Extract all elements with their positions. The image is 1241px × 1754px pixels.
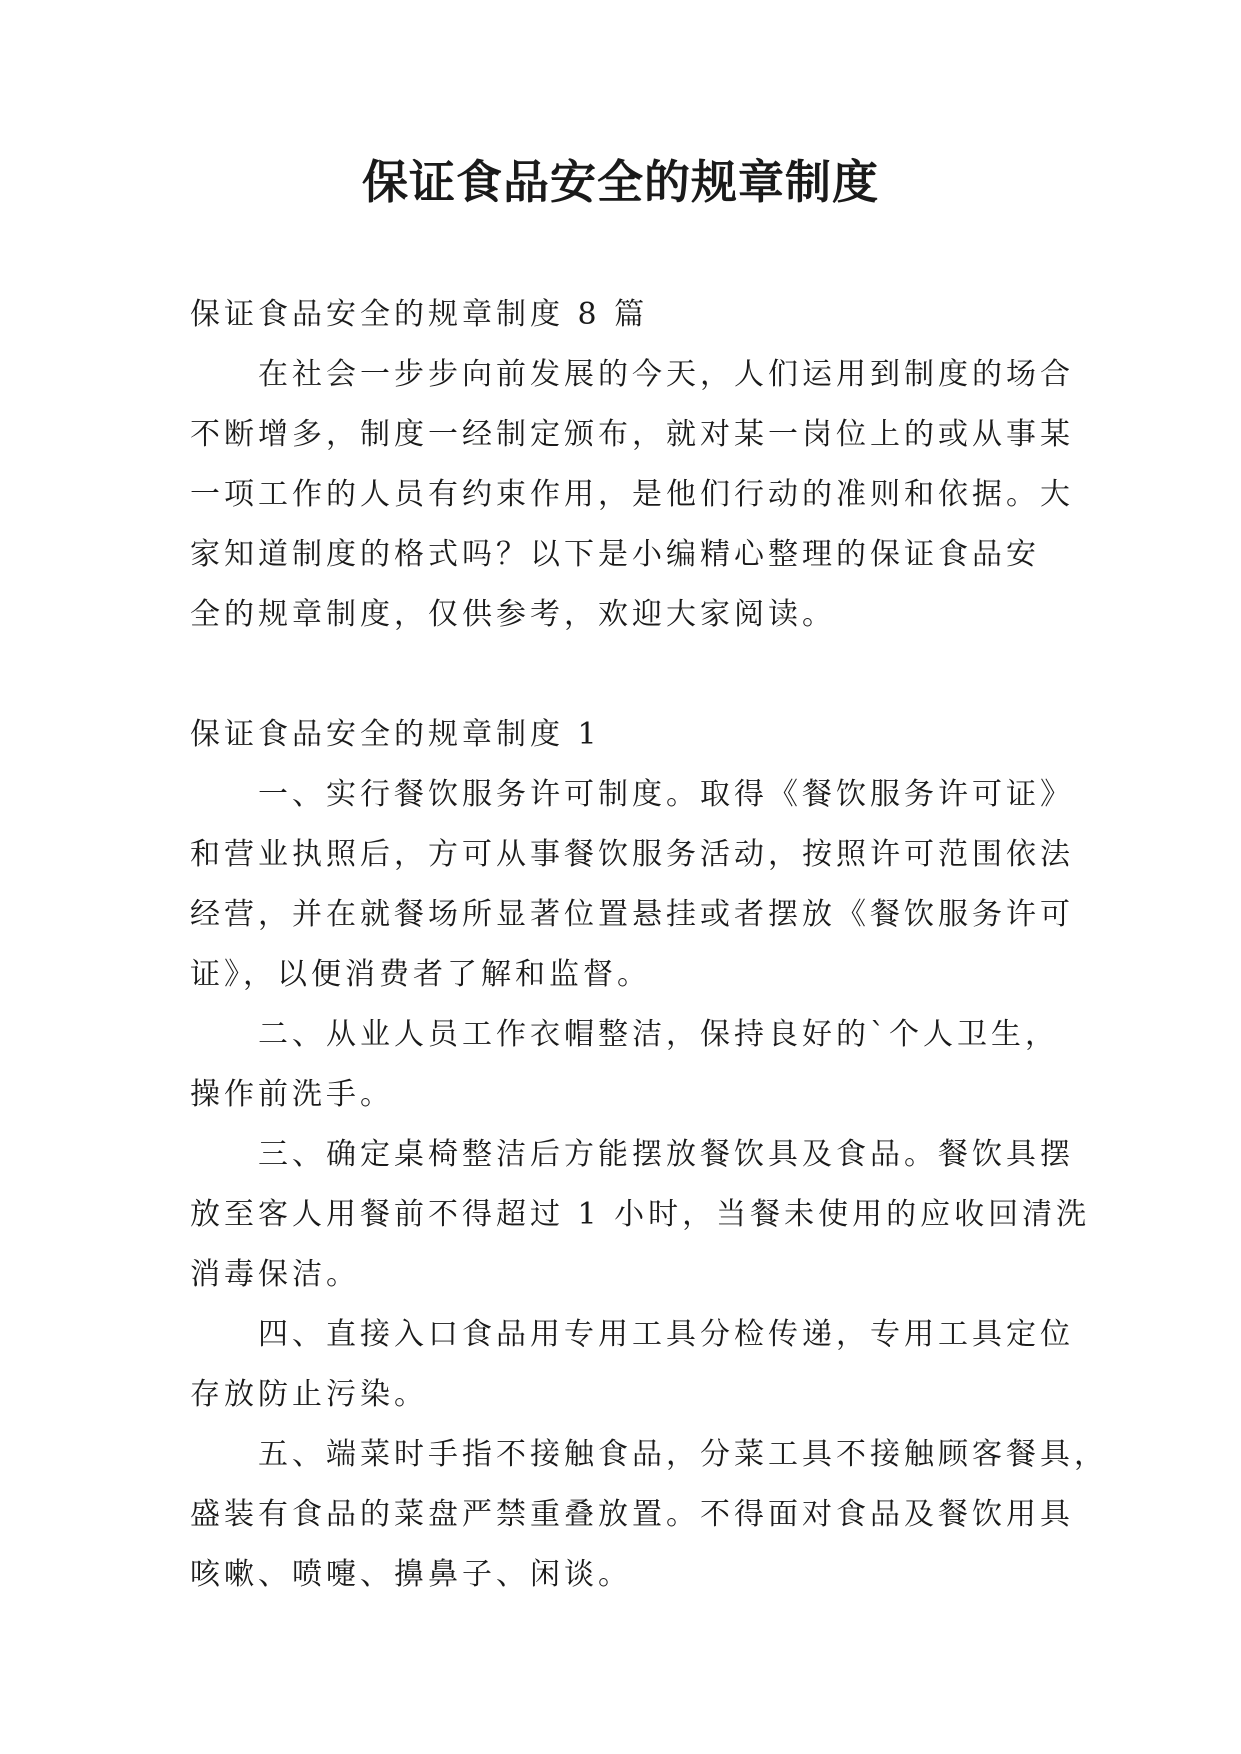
rule-item-2 [190,1005,1059,1125]
rule-line: 五、端菜时手指不接触食品，分菜工具不接触顾客餐具， [258,1437,1108,1472]
rule-line: 放至客人用餐前不得超过 1 小时，当餐未使用的应收回清洗 [190,1197,1091,1232]
intro-paragraph [190,345,1074,645]
rule-item-1 [190,765,1074,1005]
rule-line: 三、确定桌椅整洁后方能摆放餐饮具及食品。餐饮具摆 [258,1137,1074,1172]
rule-item-4 [190,1305,1074,1425]
paragraph-spacer [190,645,1052,705]
rule-line: 和营业执照后，方可从事餐饮服务活动，按照许可范围依法 [190,837,1074,872]
rule-line: 操作前洗手。 [190,1077,394,1112]
rule-line: 咳嗽、喷嚏、擤鼻子、闲谈。 [190,1557,632,1592]
intro-line: 不断增多，制度一经制定颁布，就对某一岗位上的或从事某 [190,417,1074,452]
document-body [190,285,1108,1605]
rule-line: 一、实行餐饮服务许可制度。取得《餐饮服务许可证》 [258,777,1074,812]
section-heading: 保证食品安全的规章制度 1 [190,717,601,752]
intro-line: 家知道制度的格式吗？以下是小编精心整理的保证食品安 [190,537,1040,572]
rule-line: 消毒保洁。 [190,1257,360,1292]
rule-line: 存放防止污染。 [190,1377,428,1412]
rule-line: 经营，并在就餐场所显著位置悬挂或者摆放《餐饮服务许可 [190,897,1074,932]
intro-line: 在社会一步步向前发展的今天，人们运用到制度的场合 [258,357,1074,392]
intro-line: 一项工作的人员有约束作用，是他们行动的准则和依据。大 [190,477,1074,512]
rule-item-5 [190,1425,1108,1605]
document-subtitle: 保证食品安全的规章制度 8 篇 [190,297,649,332]
rule-line: 盛装有食品的菜盘严禁重叠放置。不得面对食品及餐饮用具 [190,1497,1074,1532]
rule-line: 二、从业人员工作衣帽整洁，保持良好的`个人卫生， [258,1017,1059,1052]
rule-line: 证》，以便消费者了解和监督。 [190,957,651,992]
intro-line: 全的规章制度，仅供参考，欢迎大家阅读。 [190,597,836,632]
document-title: 保证食品安全的规章制度 [362,155,879,209]
rule-item-3 [190,1125,1091,1305]
rule-line: 四、直接入口食品用专用工具分检传递，专用工具定位 [258,1317,1074,1352]
